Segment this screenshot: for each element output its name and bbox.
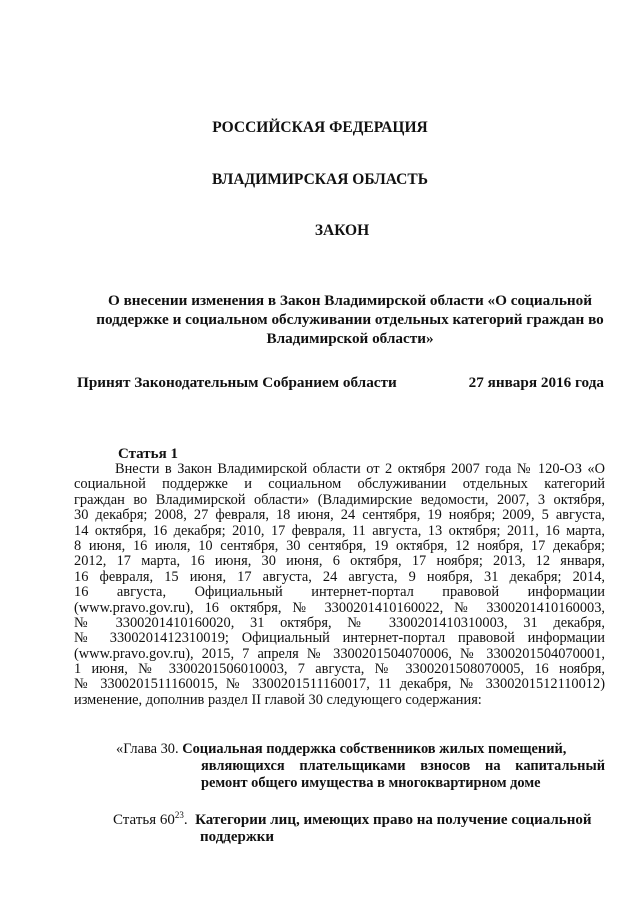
article-1-body [74,462,605,708]
body-line: Внести в Закон Владимирской области от 2 октября 2007 года № 120-ОЗ «О [115,462,605,477]
body-line: 1 июня, № 3300201506010003, 7 августа, № 3300201508070005, 16 ноября, [74,662,605,678]
adopted-date: 27 января 2016 года [468,374,604,391]
article-60-dot: . [183,812,188,828]
chapter-30 [116,741,605,792]
body-line: 16 февраля, 15 июня, 17 августа, 24 августа, 9 ноября, 31 декабря; 2014, [74,569,605,585]
body-line: 14 октября, 16 декабря; 2010, 17 февраля, 11 августа, 13 октября; 2011, 16 марта, [74,523,605,539]
header-country: РОССИЙСКАЯ ФЕДЕРАЦИЯ [212,119,428,136]
adopted-by: Принят Законодательным Собранием области [77,374,397,391]
chapter-title-line: являющихся плательщиками взносов на капитальный [201,758,605,774]
law-title [60,291,640,348]
body-line: изменение, дополнив раздел II главой 30 следующего содержания: [74,692,482,708]
body-line: граждан во Владимирской области» (Владимирские ведомости, 2007, 3 октября, [74,492,605,508]
body-line: (www.pravo.gov.ru), 2015, 7 апреля № 3300201504070006, № 3300201504070001, [74,646,605,662]
adoption-line [77,374,604,392]
law-title-line: поддержке и социальном обслуживании отдельных категорий граждан во [96,311,604,328]
article-60-first-row [113,807,605,829]
chapter-label: «Глава 30. [116,741,179,757]
body-line: № 3300201511160015, № 3300201511160017, 11 декабря, № 3300201512110012) [74,677,605,693]
body-line: (www.pravo.gov.ru), 16 октября, № 3300201410160022, № 3300201410160003, [74,600,605,616]
header-region: ВЛАДИМИРСКАЯ ОБЛАСТЬ [212,171,428,188]
header-doc-type: ЗАКОН [314,222,370,239]
article-60-superscript: 23 [174,810,184,820]
chapter-30-first-row [116,741,605,758]
body-line: 8 июня, 16 июля, 10 сентября, 30 сентября, 19 октября, 12 ноября, 17 декабря; [74,538,605,554]
chapter-title-line: ремонт общего имущества в многоквартирном доме [201,775,541,791]
body-line: 30 декабря; 2008, 27 февраля, 18 июня, 24 сентября, 19 ноября; 2009, 5 августа, [74,508,605,524]
body-line: № 3300201412310019; Официальный интернет-портал правовой информации [74,631,605,647]
law-title-line: О внесении изменения в Закон Владимирской области «О социальной [108,292,592,309]
article-60-23 [113,807,605,846]
body-line: № 3300201410160020, 31 октября, № 3300201410310003, 31 декабря, [74,615,605,631]
article-60-label: Статья 60 [113,812,175,828]
body-line: социальной поддержке и социальном обслуживании отдельных категорий [74,477,605,493]
body-line: 16 августа, Официальный интернет-портал правовой информации [74,585,605,601]
article-60-title-line: Категории лиц, имеющих право на получение социальной [195,812,592,828]
chapter-title-line: Социальная поддержка собственников жилых помещений, [182,741,567,757]
article-60-title-line: поддержки [200,829,275,845]
body-line: 2012, 17 марта, 16 июня, 30 июня, 6 октября, 17 ноября; 2013, 12 января, [74,554,605,570]
article-1-heading: Статья 1 [118,446,178,462]
law-title-line: Владимирской области» [266,330,434,347]
